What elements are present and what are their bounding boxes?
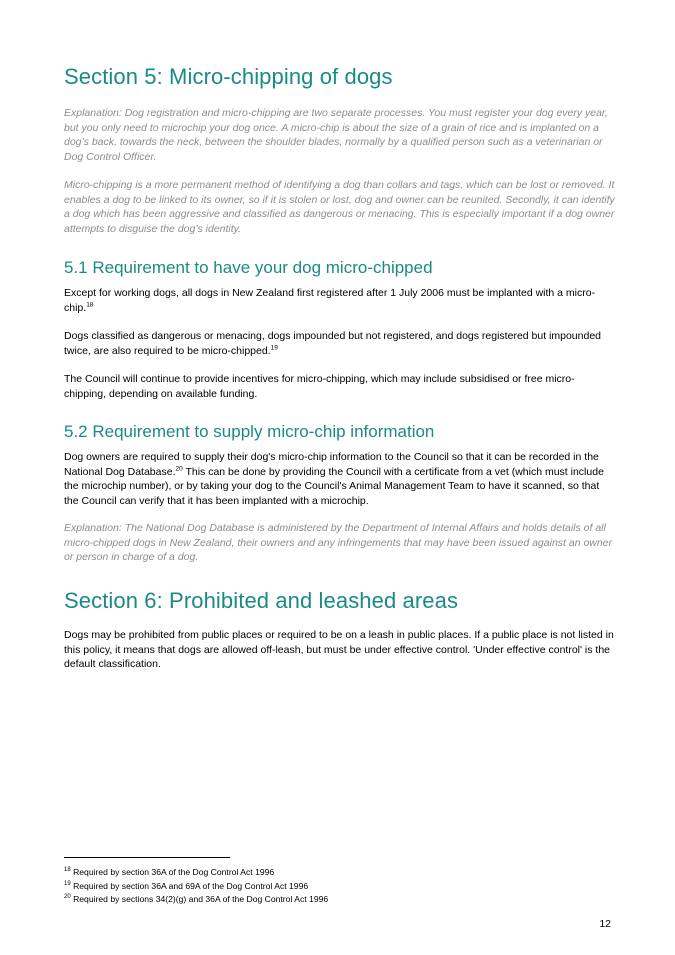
- footnote-number: 20: [64, 894, 71, 901]
- subsection-5-1-heading: 5.1 Requirement to have your dog micro-chipped: [64, 258, 433, 277]
- footnote-19: [64, 880, 616, 894]
- footnote-18: [64, 866, 616, 880]
- footnote-text: Required by sections 34(2)(g) and 36A of the Dog Control Act 1996: [70, 894, 329, 904]
- footnote-text: Required by section 36A of the Dog Control Act 1996: [70, 867, 275, 877]
- section-5-explanation-2: Micro-chipping is a more permanent method of identifying a dog than collars and tags, which can be lost or removed. It enables a dog to be linked to its owner, so if it is stolen or lost, dog and owner can be reunited. Secondly, it can identify a dog which has been aggressive and classified as dangerous or menacing. This is especially important if a dog owner attempts to disguise the dog’s identity.: [64, 179, 615, 235]
- footnote-ref-20: 20: [175, 465, 183, 472]
- section-6-heading: Section 6: Prohibited and leashed areas: [64, 588, 459, 613]
- page-number: 12: [599, 918, 611, 930]
- footnotes: [64, 866, 616, 907]
- footnote-number: 18: [64, 867, 71, 874]
- footnote-separator: [64, 857, 230, 858]
- paragraph-text: Except for working dogs, all dogs in New Zealand first registered after 1 July 2006 must be implanted with a micro-chip.: [64, 287, 596, 314]
- footnote-text: Required by section 36A and 69A of the Dog Control Act 1996: [70, 880, 309, 891]
- subsection-5-2-paragraph-1: [64, 450, 616, 508]
- section-5-heading: Section 5: Micro-chipping of dogs: [64, 64, 393, 89]
- paragraph-text-continued: This can be done by providing the Council with a certificate from a vet (which must include the microchip number), or by taking your dog to the Council's Animal Management Team to have it scanned, so that the Council can verify that it has been implanted with a microchip.: [64, 465, 604, 507]
- footnote-ref-18: 18: [86, 301, 94, 308]
- subsection-5-2-explanation: Explanation: The National Dog Database is administered by the Department of Internal Affairs and holds details of all micro-chipped dogs in New Zealand, their owners and any infringements that may have been issued against an owner or person in charge of a dog.: [64, 522, 613, 563]
- paragraph-text: Dog owners are required to supply their dog's micro-chip information to the Council so that it can be recorded in the National Dog Database.: [64, 451, 599, 478]
- footnote-number: 19: [64, 880, 71, 887]
- subsection-5-1-paragraph-2: [64, 329, 616, 358]
- subsection-5-1-paragraph-3: The Council will continue to provide incentives for micro-chipping, which may include subsidised or free micro-chipping, depending on available funding.: [64, 373, 575, 400]
- subsection-5-2-heading: 5.2 Requirement to supply micro-chip information: [64, 422, 435, 441]
- section-5-explanation-1: Explanation: Dog registration and micro-chipping are two separate processes. You must register your dog every year, but you only need to microchip your dog once. A micro-chip is about the size of a grain of rice and is implanted on a dog’s back, towards the neck, between the shoulder blades, normally by a qualified person such as a veterinarian or Dog Control Officer.: [64, 107, 608, 163]
- section-6-paragraph-1: Dogs may be prohibited from public places or required to be on a leash in public places. If a public place is not listed in this policy, it means that dogs are allowed off-leash, but must be under effective control. 'Under effective control' is the default classification.: [64, 629, 614, 670]
- paragraph-text: Dogs classified as dangerous or menacing, dogs impounded but not registered, and dogs registered but impounded twice, are also required to be micro-chipped.: [64, 330, 602, 357]
- footnote-ref-19: 19: [270, 344, 278, 351]
- footnote-20: [64, 893, 616, 907]
- subsection-5-1-paragraph-1: [64, 286, 616, 315]
